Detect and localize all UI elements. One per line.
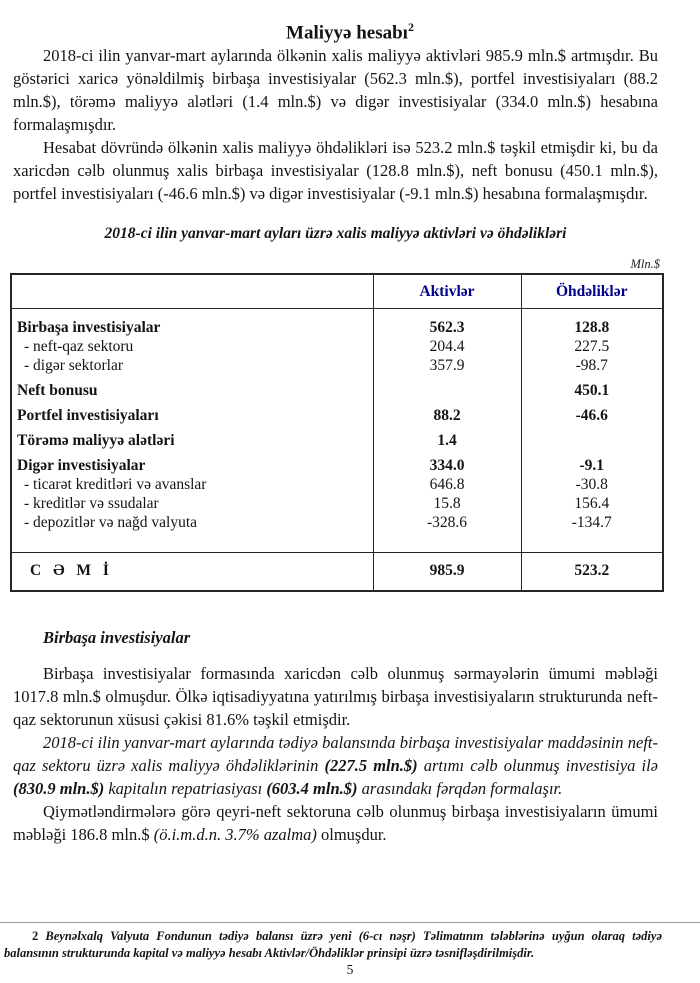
page-number: 5 <box>346 962 354 977</box>
parenthetical-note: (ö.i.m.d.n. 3.7% azalma) <box>153 825 317 845</box>
text-segment: arasındakı fərqdən formalaşır. <box>357 779 563 799</box>
row-label: Neft bonusu <box>17 382 98 400</box>
row-assets-value <box>373 375 521 400</box>
table-row-total <box>11 553 663 592</box>
row-liabilities-value: 227.5 <box>521 337 663 356</box>
paragraph-net-assets: 2018-ci ilin yanvar-mart aylarında ölkənin xalis maliyyə aktivləri 985.9 mln.$ artmışdır. Bu göstərici xaricə yönəldilmiş birbaşa investisiyalar (562.3 mln.$), portfel investisiyaları (88.2 mln.$), törəmə maliyyə alətləri (1.4 mln.$) və digər investisiyalar (334.0 mln.$) hesabına formalaşmışdır. <box>13 46 658 135</box>
table-row-other-sectors <box>11 356 663 375</box>
table-unit-label: Mln.$ <box>630 257 660 272</box>
table-row-derivatives <box>11 425 663 450</box>
row-assets-value: 15.8 <box>373 494 521 513</box>
row-liabilities-value: 156.4 <box>521 494 663 513</box>
table-header-liabilities: Öhdəliklər <box>521 274 663 309</box>
row-assets-value: 88.2 <box>373 400 521 425</box>
paragraph-fdi-total: Birbaşa investisiyalar formasında xaricdən cəlb olunmuş sərmayələrin ümumi məbləği 1017.8 mln.$ olmuşdur. Ölkə iqtisadiyyatına yatırılmış birbaşa investisiyaların strukturunda neft-qaz sektorunun xüsusi çəkisi 81.6% təşkil etmişdir. <box>13 664 658 730</box>
row-liabilities-value: 523.2 <box>521 553 663 592</box>
row-label: - digər sektorlar <box>24 357 123 375</box>
row-label: Portfel investisiyaları <box>17 407 159 425</box>
paragraph-fdi-breakdown <box>13 731 658 800</box>
table-row-trade-credits <box>11 475 663 494</box>
row-liabilities-value <box>521 425 663 450</box>
finance-table <box>10 273 664 592</box>
row-label: - ticarət kreditləri və avanslar <box>24 476 207 494</box>
row-liabilities-value: 128.8 <box>521 309 663 338</box>
table-row-oil-gas-sector <box>11 337 663 356</box>
table-row-oil-bonus <box>11 375 663 400</box>
footnote-separator <box>0 922 700 923</box>
footnote-marker: 2 <box>32 929 39 943</box>
footnote <box>4 928 662 962</box>
row-assets-value: 1.4 <box>373 425 521 450</box>
intro-text-block <box>13 44 658 205</box>
row-liabilities-value: -98.7 <box>521 356 663 375</box>
table-header-assets: Aktivlər <box>373 274 521 309</box>
text-segment: olmuşdur. <box>316 825 387 845</box>
row-liabilities-value: -134.7 <box>521 513 663 553</box>
text-segment: 2018-ci ilin yanvar-mart aylarında tədiyə balansında birbaşa investisiyalar maddəsinin neft-qaz sektoru üzrə xalis maliyyə öhdəliklərinin <box>13 733 658 776</box>
paragraph-non-oil-fdi <box>13 800 658 846</box>
section-text-block <box>13 662 658 846</box>
page-title-text: Maliyyə hesabı <box>286 22 408 44</box>
row-label: Törəmə maliyyə alətləri <box>17 432 175 450</box>
table-row-other-investments <box>11 450 663 475</box>
row-assets-value: 357.9 <box>373 356 521 375</box>
table-row-direct-investments <box>11 309 663 338</box>
row-label: - depozitlər və nağd valyuta <box>24 514 198 532</box>
row-assets-value: -328.6 <box>373 513 521 553</box>
text-segment: Qiymətləndirmələrə görə qeyri-neft sektoruna cəlb olunmuş birbaşa investisiyaların ümumi məbləği 186.8 mln.$ <box>13 802 658 845</box>
row-assets-value: 334.0 <box>373 450 521 475</box>
row-label: - kreditlər və ssudalar <box>24 495 159 513</box>
table-caption: 2018-ci ilin yanvar-mart ayları üzrə xalis maliyyə aktivləri və öhdəlikləri <box>104 225 567 243</box>
text-segment: artımı cəlb olunmuş investisiya ilə <box>417 756 658 776</box>
table-row-portfolio-investments <box>11 400 663 425</box>
row-label: C Ə M İ <box>11 553 373 592</box>
paragraph-net-liabilities: Hesabat dövründə ölkənin xalis maliyyə öhdəlikləri isə 523.2 mln.$ təşkil etmişdir ki, bu da xaricdən cəlb olunmuş xalis birbaşa investisiyalar (128.8 mln.$), neft bonusu (450.1 mln.$), portfel investisiyaları (-46.6 mln.$) və digər investisiyalar (-9.1 mln.$) hesabına formalaşmışdır. <box>13 138 658 204</box>
row-label: Digər investisiyalar <box>17 457 146 475</box>
row-liabilities-value: -9.1 <box>521 450 663 475</box>
highlight-value-603-4: (603.4 mln.$) <box>266 779 358 799</box>
section-heading-direct-investments: Birbaşa investisiyalar <box>43 628 191 648</box>
highlight-value-830-9: (830.9 mln.$) <box>13 779 105 799</box>
footnote-reference: 2 <box>407 20 414 34</box>
row-liabilities-value: -46.6 <box>521 400 663 425</box>
highlight-value-227-5: (227.5 mln.$) <box>324 756 418 776</box>
table-header-row <box>11 274 663 309</box>
row-liabilities-value: -30.8 <box>521 475 663 494</box>
row-label: - neft-qaz sektoru <box>24 338 134 356</box>
text-segment: kapitalın repatriasiyası <box>104 779 267 799</box>
table-row-credits-loans <box>11 494 663 513</box>
row-assets-value: 985.9 <box>373 553 521 592</box>
page-title <box>0 20 700 44</box>
table-header-empty <box>11 274 373 309</box>
row-label: Birbaşa investisiyalar <box>17 319 161 337</box>
table-row-deposits-cash <box>11 513 663 553</box>
row-liabilities-value: 450.1 <box>521 375 663 400</box>
row-assets-value: 204.4 <box>373 337 521 356</box>
row-assets-value: 646.8 <box>373 475 521 494</box>
row-assets-value: 562.3 <box>373 309 521 338</box>
footnote-text: Beynəlxalq Valyuta Fondunun tədiyə balansı üzrə yeni (6-cı nəşr) Təlimatının tələblərinə uyğun olaraq tədiyə balansının strukturunda kapital və maliyyə hesabı Aktivlər/Öhdəliklər prinsipi üzrə təsnifləşdirilmişdir. <box>4 929 662 960</box>
